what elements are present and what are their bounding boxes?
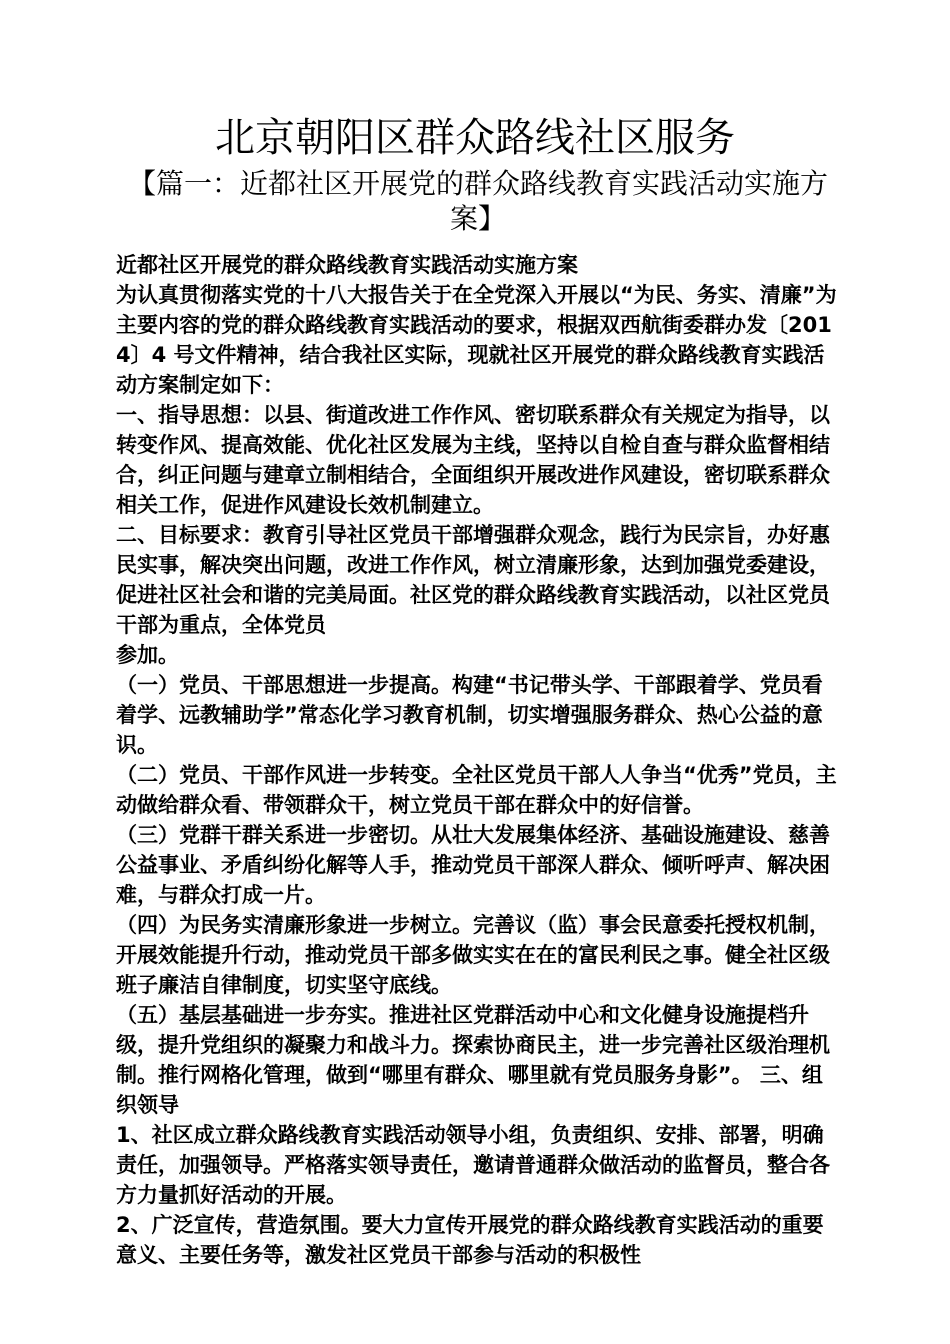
paragraph-item-2: （二）党员、干部作风进一步转变。全社区党员干部人人争当“优秀”党员，主动做给群众看、带领群众干，树立党员干部在群众中的好信誉。 (116, 763, 837, 817)
paragraph-item-5: （五）基层基础进一步夯实。推进社区党群活动中心和文化健身设施提档升级，提升党组织的凝聚力和战斗力。探索协商民主，进一步完善社区级治理机制。推行网格化管理，做到“哪里有群众、哪里就有党员服务身影”。 三、组织领导 (116, 1003, 830, 1117)
paragraph-heading: 近都社区开展党的群众路线教育实践活动实施方案 (116, 253, 578, 277)
document-subtitle: 【篇一：近都社区开展党的群众路线教育实践活动实施方案】 (127, 167, 828, 235)
paragraph-goal-requirements: 二、目标要求：教育引导社区党员干部增强群众观念，践行为民宗旨，办好惠民实事，解决突出问题，改进工作作风，树立清廉形象，达到加强党委建设，促进社区社会和谐的完美局面。社区党的群众路线教育实践活动，以社区党员干部为重点，全体党员 (116, 523, 830, 637)
paragraph-item-3: （三）党群干群关系进一步密切。从壮大发展集体经济、基础设施建设、慈善公益事业、矛盾纠纷化解等人手，推动党员干部深人群众、倾听呼声、解决困难，与群众打成一片。 (116, 823, 830, 907)
document-body (116, 250, 842, 1270)
paragraph-guiding-ideology: 一、指导思想：以县、街道改进工作作风、密切联系群众有关规定为指导，以转变作风、提高效能、优化社区发展为主线，坚持以自检自查与群众监督相结合，纠正问题与建章立制相结合，全面组织开展改进作风建设，密切联系群众相关工作，促进作风建设长效机制建立。 (116, 403, 830, 517)
paragraph-organization-2: 2、广泛宣传，营造氛围。要大力宣传开展党的群众路线教育实践活动的重要意义、主要任务等，激发社区党员干部参与活动的积极性 (116, 1213, 824, 1267)
paragraph-organization-1: 1、社区成立群众路线教育实践活动领导小组，负责组织、安排、部署，明确责任，加强领导。严格落实领导责任，邀请普通群众做活动的监督员，整合各方力量抓好活动的开展。 (116, 1123, 830, 1207)
paragraph-item-4: （四）为民务实清廉形象进一步树立。完善议（监）事会民意委托授权机制，开展效能提升行动，推动党员干部多做实实在在的富民利民之事。健全社区级班子廉洁自律制度，切实坚守底线。 (116, 913, 830, 997)
document-title: 北京朝阳区群众路线社区服务 (215, 115, 735, 161)
paragraph-item-1: （一）党员、干部思想进一步提高。构建“书记带头学、干部跟着学、党员看着学、远教辅助学”常态化学习教育机制，切实增强服务群众、热心公益的意识。 (116, 673, 823, 757)
paragraph-intro: 为认真贯彻落实党的十八大报告关于在全党深入开展以“为民、务实、清廉”为主要内容的党的群众路线教育实践活动的要求，根据双西航街委群办发〔2014〕4 号文件精神，结合我社区实际，现就社区开展党的群众路线教育实践活动方案制定如下： (116, 283, 837, 397)
paragraph-participation: 参加。 (116, 643, 179, 667)
